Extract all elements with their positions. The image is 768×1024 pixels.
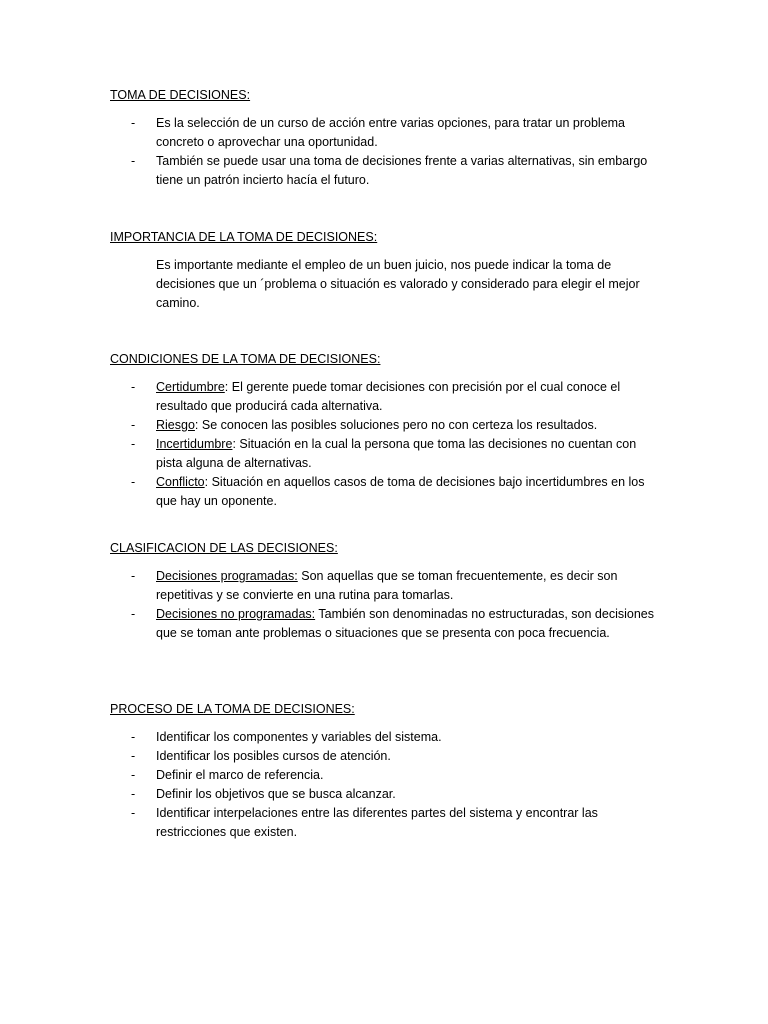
bullet-list bbox=[0, 378, 656, 511]
list-item bbox=[0, 567, 656, 605]
list-item bbox=[0, 785, 656, 804]
bullet-dash: - bbox=[131, 475, 136, 489]
item-text: El gerente puede tomar decisiones con precisión por el cual conoce el resultado que producirá cada alternativa. bbox=[156, 380, 621, 413]
list-item bbox=[0, 766, 656, 785]
bullet-dash: - bbox=[131, 154, 136, 168]
item-separator: : bbox=[204, 475, 212, 489]
section-title: PROCESO DE LA TOMA DE DECISIONES: bbox=[110, 702, 355, 716]
bullet-dash: - bbox=[131, 607, 136, 621]
list-item bbox=[0, 728, 656, 747]
bullet-dash: - bbox=[131, 749, 136, 763]
bullet-dash: - bbox=[131, 768, 136, 782]
bullet-list bbox=[0, 728, 656, 842]
bullet-dash: - bbox=[131, 418, 136, 432]
list-item bbox=[0, 435, 656, 473]
section-paragraph: Es importante mediante el empleo de un buen juicio, nos puede indicar la toma de decisiones que un ´problema o situación es valorado y considerado para elegir el mejor camino. bbox=[156, 258, 640, 310]
section-title: TOMA DE DECISIONES: bbox=[110, 88, 251, 102]
item-term: Certidumbre bbox=[156, 380, 225, 394]
section-title: IMPORTANCIA DE LA TOMA DE DECISIONES: bbox=[110, 230, 378, 244]
item-text: Se conocen las posibles soluciones pero no con certeza los resultados. bbox=[201, 418, 598, 432]
list-item bbox=[0, 605, 656, 643]
item-text: Identificar los componentes y variables del sistema. bbox=[156, 730, 442, 744]
list-item bbox=[0, 804, 656, 842]
item-term: Decisiones programadas: bbox=[156, 569, 298, 583]
list-item bbox=[0, 378, 656, 416]
section-title: CLASIFICACION DE LAS DECISIONES: bbox=[110, 541, 338, 555]
item-separator: : bbox=[224, 380, 232, 394]
item-text: Situación en la cual la persona que toma las decisiones no cuentan con pista alguna de alternativas. bbox=[156, 437, 637, 470]
item-text: Situación en aquellos casos de toma de decisiones bajo incertidumbres en los que hay un oponente. bbox=[156, 475, 645, 508]
bullet-list bbox=[0, 567, 656, 643]
list-item bbox=[0, 152, 656, 190]
bullet-list bbox=[0, 114, 656, 190]
item-text: Es la selección de un curso de acción entre varias opciones, para tratar un problema concreto o aprovechar una oportunidad. bbox=[156, 116, 626, 149]
bullet-dash: - bbox=[131, 380, 136, 394]
item-term: Riesgo bbox=[156, 418, 195, 432]
item-text: Definir los objetivos que se busca alcanzar. bbox=[156, 787, 396, 801]
item-text: Son aquellas que se toman frecuentemente, es decir son repetitivas y se convierte en una rutina para tomarlas. bbox=[156, 569, 618, 602]
list-item bbox=[0, 747, 656, 766]
item-term: Conflicto bbox=[156, 475, 205, 489]
item-text: También se puede usar una toma de decisiones frente a varias alternativas, sin embargo tiene un patrón incierto hacía el futuro. bbox=[156, 154, 648, 187]
bullet-dash: - bbox=[131, 116, 136, 130]
item-text: Identificar interpelaciones entre las diferentes partes del sistema y encontrar las restricciones que existen. bbox=[156, 806, 598, 839]
bullet-dash: - bbox=[131, 787, 136, 801]
bullet-dash: - bbox=[131, 437, 136, 451]
bullet-dash: - bbox=[131, 730, 136, 744]
bullet-dash: - bbox=[131, 569, 136, 583]
list-item bbox=[0, 473, 656, 511]
item-separator: : bbox=[194, 418, 202, 432]
bullet-dash: - bbox=[131, 806, 136, 820]
section-title: CONDICIONES DE LA TOMA DE DECISIONES: bbox=[110, 352, 381, 366]
item-text: Definir el marco de referencia. bbox=[156, 768, 324, 782]
list-item bbox=[0, 416, 656, 435]
item-separator: : bbox=[232, 437, 240, 451]
item-text: También son denominadas no estructuradas, son decisiones que se toman ante problemas o situaciones que se presenta con poca frecuencia. bbox=[156, 607, 654, 640]
item-term: Decisiones no programadas: bbox=[156, 607, 316, 621]
item-term: Incertidumbre bbox=[156, 437, 233, 451]
item-text: Identificar los posibles cursos de atención. bbox=[156, 749, 391, 763]
list-item bbox=[0, 114, 656, 152]
